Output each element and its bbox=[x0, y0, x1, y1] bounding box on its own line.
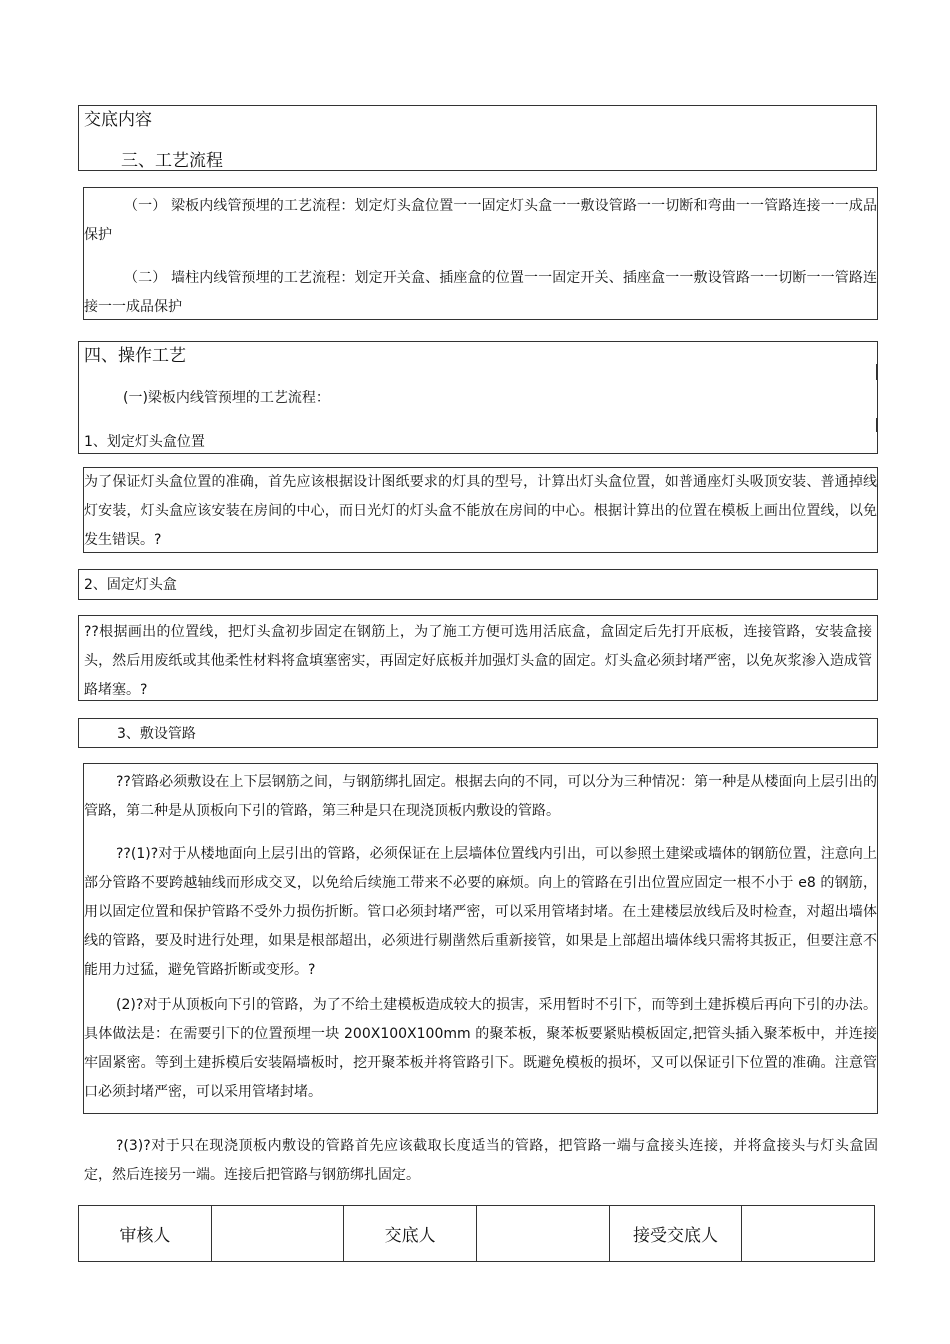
discloser-value bbox=[476, 1206, 609, 1262]
reviewer-label: 审核人 bbox=[79, 1206, 212, 1262]
disclosure-content-label: 交底内容 bbox=[84, 110, 152, 130]
receiver-value bbox=[742, 1206, 875, 1262]
border-tick bbox=[876, 364, 877, 380]
signature-table bbox=[78, 1205, 875, 1262]
discloser-label: 交底人 bbox=[344, 1206, 477, 1262]
step2-title-box bbox=[78, 569, 878, 600]
step3-case-1: ??(1)?对于从楼地面向上层引出的管路，必须保证在上层墙体位置线内引出，可以参照土建梁或墙体的钢筋位置，注意向上部分管路不要跨越轴线而形成交叉，以免给后续施工带来不必要的麻烦。向上的管路在引出位置应固定一根不小于 e8 的钢筋，用以固定位置和保护管路不受外力损伤折断。管口必须封堵严密，可以采用管堵封堵。在土建楼层放线后及时检查，对超出墙体线的管路，要及时进行处理，如果是根部超出，必须进行剔凿然后重新接管，如果是上部超出墙体线只需将其扳正，但要注意不能用力过猛，避免管路折断或变形。? bbox=[84, 846, 877, 978]
disclosure-content-box bbox=[78, 105, 877, 171]
step3-case-2: (2)?对于从顶板向下引的管路，为了不给土建模板造成较大的损害，采用暂时不引下，而等到土建拆模后再向下引的办法。具体做法是：在需要引下的位置预埋一块 200X100X100mm 的聚苯板，聚苯板要紧贴模板固定,把管头插入聚苯板中，并连接牢固紧密。等到土建拆模后安装隔墙板时，挖开聚苯板并将管路引下。既避免模板的损坏，又可以保证引下位置的准确。注意管口必须封堵严密，可以采用管堵封堵。 bbox=[84, 997, 877, 1100]
step3-case-3: ?(3)?对于只在现浇顶板内敷设的管路首先应该截取长度适当的管路，把管路一端与盒接头连接，并将盒接头与灯头盒固定，然后连接另一端。连接后把管路与钢筋绑扎固定。 bbox=[84, 1138, 878, 1183]
step1-box bbox=[83, 467, 878, 553]
step2-text: ??根据画出的位置线，把灯头盒初步固定在钢筋上，为了施工方便可选用活底盒，盒固定后先打开底板，连接管路，安装盒接头，然后用废纸或其他柔性材料将盒填塞密实，再固定好底板并加强灯头盒的固定。灯头盒必须封堵严密，以免灰浆渗入造成管路堵塞。? bbox=[84, 624, 872, 698]
receiver-label: 接受交底人 bbox=[609, 1206, 742, 1262]
process-flow-heading: 三、工艺流程 bbox=[121, 151, 223, 171]
step3-intro: ??管路必须敷设在上下层钢筋之间，与钢筋绑扎固定。根据去向的不同，可以分为三种情况：第一种是从楼面向上层引出的管路，第二种是从顶板向下引的管路，第三种是只在现浇顶板内敷设的管路。 bbox=[84, 774, 877, 819]
process-flow-item-1: （一） 梁板内线管预埋的工艺流程：划定灯头盒位置一一固定灯头盒一一敷设管路一一切断和弯曲一一管路连接一一成品保护 bbox=[84, 198, 877, 243]
step3-title: 3、敷设管路 bbox=[117, 726, 196, 742]
operation-box bbox=[78, 341, 878, 454]
reviewer-value bbox=[211, 1206, 344, 1262]
step2-title: 2、固定灯头盒 bbox=[84, 577, 177, 593]
process-flow-box bbox=[83, 187, 878, 320]
step3-box bbox=[83, 763, 878, 1114]
step3-title-box bbox=[78, 718, 878, 748]
border-tick bbox=[876, 418, 877, 432]
step1-title: 1、划定灯头盒位置 bbox=[84, 434, 205, 450]
operation-heading: 四、操作工艺 bbox=[84, 346, 186, 366]
step2-box bbox=[78, 615, 878, 701]
process-flow-item-2: （二） 墙柱内线管预埋的工艺流程：划定开关盒、插座盒的位置一一固定开关、插座盒一一敷设管路一一切断一一管路连接一一成品保护 bbox=[84, 270, 877, 315]
operation-subheading: (一)梁板内线管预埋的工艺流程： bbox=[123, 390, 330, 406]
step1-text: 为了保证灯头盒位置的准确，首先应该根据设计图纸要求的灯具的型号，计算出灯头盒位置，如普通座灯头吸顶安装、普通掉线灯安装，灯头盒应该安装在房间的中心，而日光灯的灯头盒不能放在房间的中心。根据计算出的位置在模板上画出位置线，以免发生错误。? bbox=[84, 474, 877, 548]
